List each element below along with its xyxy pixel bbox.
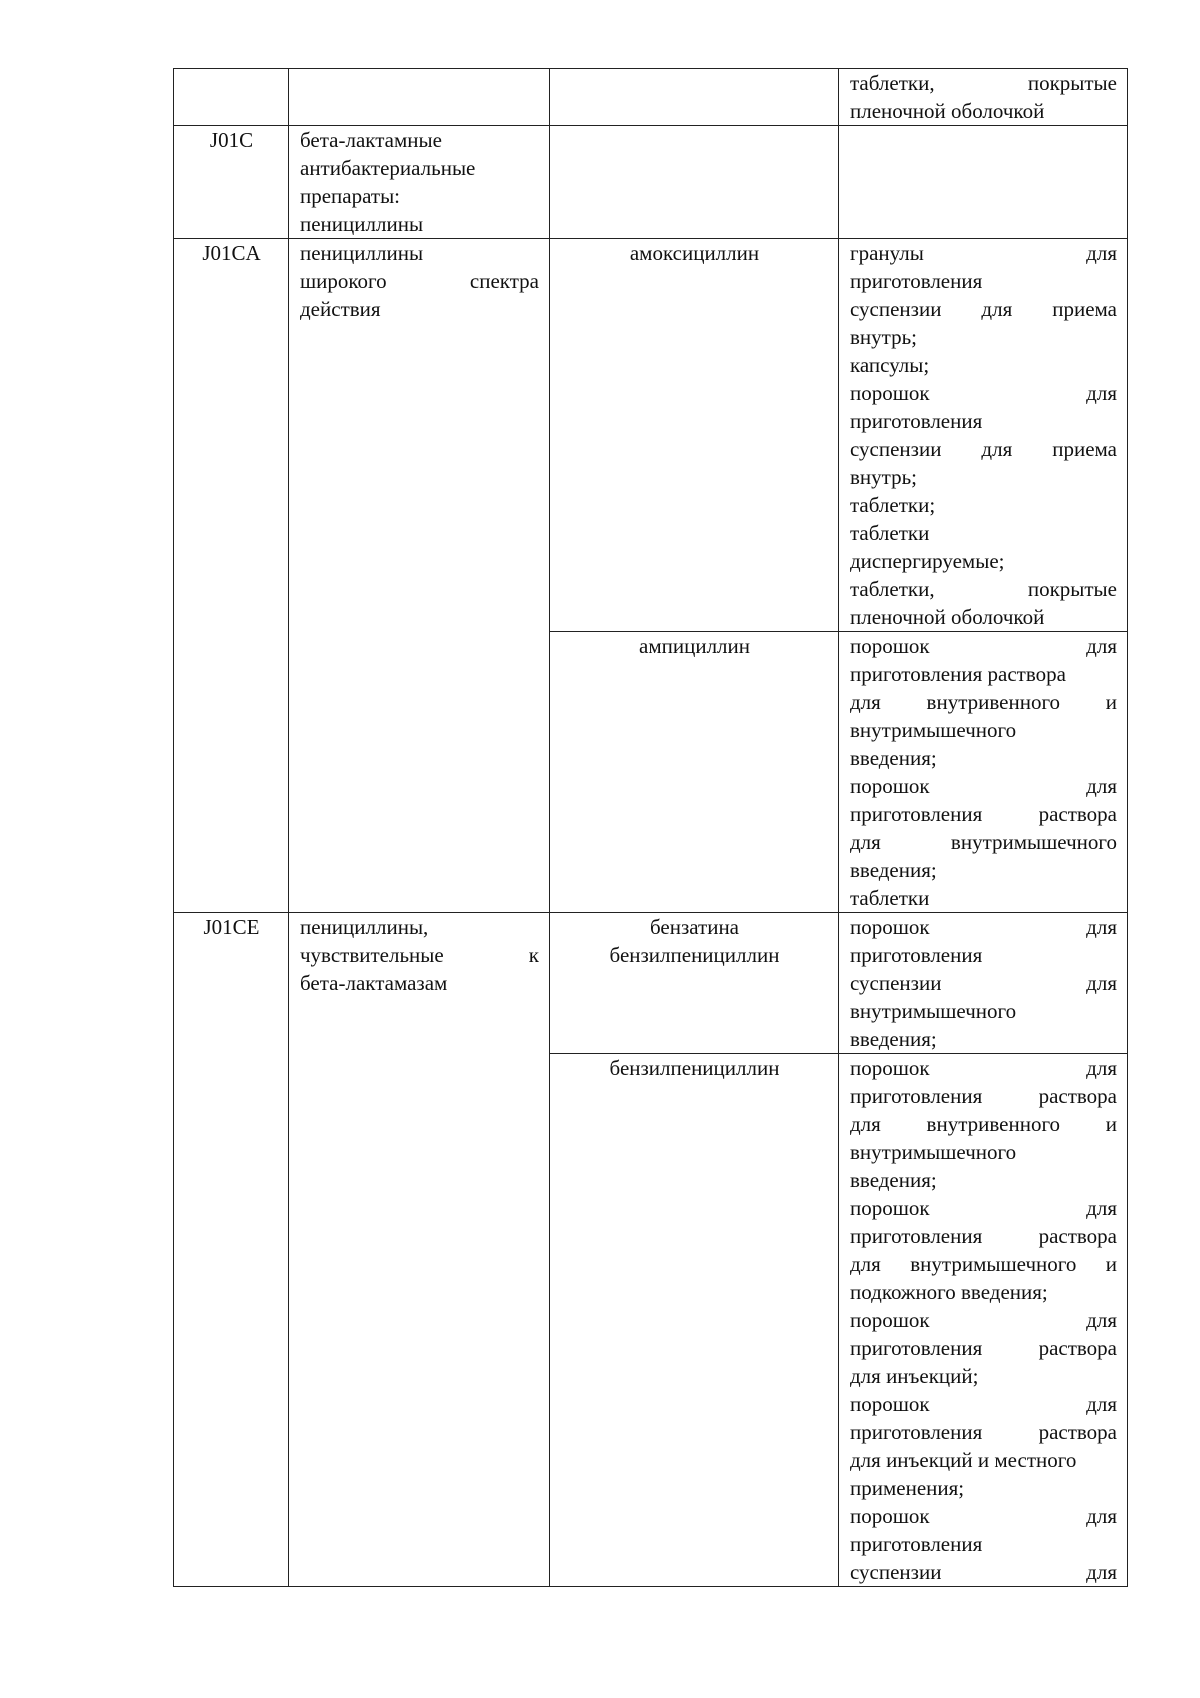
text-line: порошок для — [850, 1056, 1117, 1080]
text-line: диспергируемые; — [850, 549, 1005, 573]
table-row — [174, 69, 1128, 126]
dosage-forms-cell — [839, 239, 1128, 632]
text-line: порошок для — [850, 1308, 1117, 1332]
text-line: бета-лактамазам — [300, 971, 448, 995]
text-line: таблетки — [850, 886, 930, 910]
text-line: для внутривенного и — [850, 1112, 1117, 1136]
text-line: суспензии для приема — [850, 437, 1117, 461]
group-cell — [289, 126, 550, 239]
table-row — [174, 126, 1128, 239]
text-line: бензатина — [649, 915, 739, 939]
atc-code-cell: J01C — [174, 126, 289, 239]
drug-name-cell — [550, 632, 839, 913]
text-line: порошок для — [850, 634, 1117, 658]
drug-name-cell — [550, 913, 839, 1054]
text-line: бензилпенициллин — [609, 943, 780, 967]
dosage-forms-cell — [839, 1054, 1128, 1587]
dosage-forms-cell — [839, 632, 1128, 913]
text-line: введения; — [850, 1027, 937, 1051]
atc-code-cell: J01CA — [174, 239, 289, 913]
text-line: пенициллины — [300, 212, 424, 236]
text-line: приготовления раствора — [850, 1224, 1117, 1248]
drug-name-cell — [550, 239, 839, 632]
text-line: пленочной оболочкой — [850, 99, 1045, 123]
text-line: введения; — [850, 746, 937, 770]
text-line: приготовления раствора — [850, 1084, 1117, 1108]
text-line: таблетки — [850, 521, 930, 545]
text-line: действия — [300, 297, 381, 321]
text-line: внутримышечного — [850, 999, 1017, 1023]
dosage-forms-cell — [839, 126, 1128, 239]
text-line: приготовления раствора — [850, 1336, 1117, 1360]
text-line: ампициллин — [639, 634, 750, 658]
text-line: приготовления раствора — [850, 1420, 1117, 1444]
text-line: приготовления раствора — [850, 662, 1066, 686]
text-line: суспензии для — [850, 1560, 1117, 1584]
text-line: применения; — [850, 1476, 965, 1500]
dosage-forms-cell — [839, 913, 1128, 1054]
text-line: приготовления — [850, 943, 983, 967]
text-line: таблетки; — [850, 493, 936, 517]
text-line: таблетки, покрытые — [850, 577, 1117, 601]
text-line: внутримышечного — [850, 718, 1017, 742]
text-line: антибактериальные — [300, 156, 476, 180]
atc-code-cell — [174, 69, 289, 126]
text-line: препараты: — [300, 184, 401, 208]
atc-code-cell: J01CE — [174, 913, 289, 1587]
text-line: порошок для — [850, 381, 1117, 405]
text-line: суспензии для приема — [850, 297, 1117, 321]
table-row — [174, 913, 1128, 1054]
text-line: внутрь; — [850, 325, 917, 349]
text-line: порошок для — [850, 915, 1117, 939]
text-line: порошок для — [850, 774, 1117, 798]
group-cell — [289, 913, 550, 1587]
text-line: для внутримышечного — [850, 830, 1117, 854]
text-line: для внутримышечного и — [850, 1252, 1117, 1276]
text-line: гранулы для — [850, 241, 1117, 265]
text-line: амоксициллин — [629, 241, 760, 265]
text-line: подкожного введения; — [850, 1280, 1048, 1304]
text-line: чувствительные к — [300, 943, 539, 967]
text-line: введения; — [850, 1168, 937, 1192]
text-line: введения; — [850, 858, 937, 882]
text-line: порошок для — [850, 1196, 1117, 1220]
text-line: капсулы; — [850, 353, 930, 377]
drug-list-table — [173, 68, 1128, 1587]
drug-name-cell — [550, 1054, 839, 1587]
text-line: широкого спектра — [300, 269, 539, 293]
text-line: для инъекций; — [850, 1364, 979, 1388]
text-line: приготовления — [850, 269, 983, 293]
text-line: внутримышечного — [850, 1140, 1017, 1164]
text-line: суспензии для — [850, 971, 1117, 995]
text-line: таблетки, покрытые — [850, 71, 1117, 95]
drug-name-cell — [550, 69, 839, 126]
group-cell — [289, 239, 550, 913]
text-line: пленочной оболочкой — [850, 605, 1045, 629]
text-line: для инъекций и местного — [850, 1448, 1077, 1472]
text-line: порошок для — [850, 1504, 1117, 1528]
table-row — [174, 239, 1128, 632]
group-cell — [289, 69, 550, 126]
text-line: приготовления раствора — [850, 802, 1117, 826]
text-line: бензилпенициллин — [609, 1056, 780, 1080]
text-line: порошок для — [850, 1392, 1117, 1416]
text-line: пенициллины, — [300, 915, 429, 939]
dosage-forms-cell — [839, 69, 1128, 126]
text-line: бета-лактамные — [300, 128, 442, 152]
text-line: пенициллины — [300, 241, 424, 265]
drug-name-cell — [550, 126, 839, 239]
text-line: для внутривенного и — [850, 690, 1117, 714]
text-line: приготовления — [850, 1532, 983, 1556]
text-line: внутрь; — [850, 465, 917, 489]
text-line: приготовления — [850, 409, 983, 433]
